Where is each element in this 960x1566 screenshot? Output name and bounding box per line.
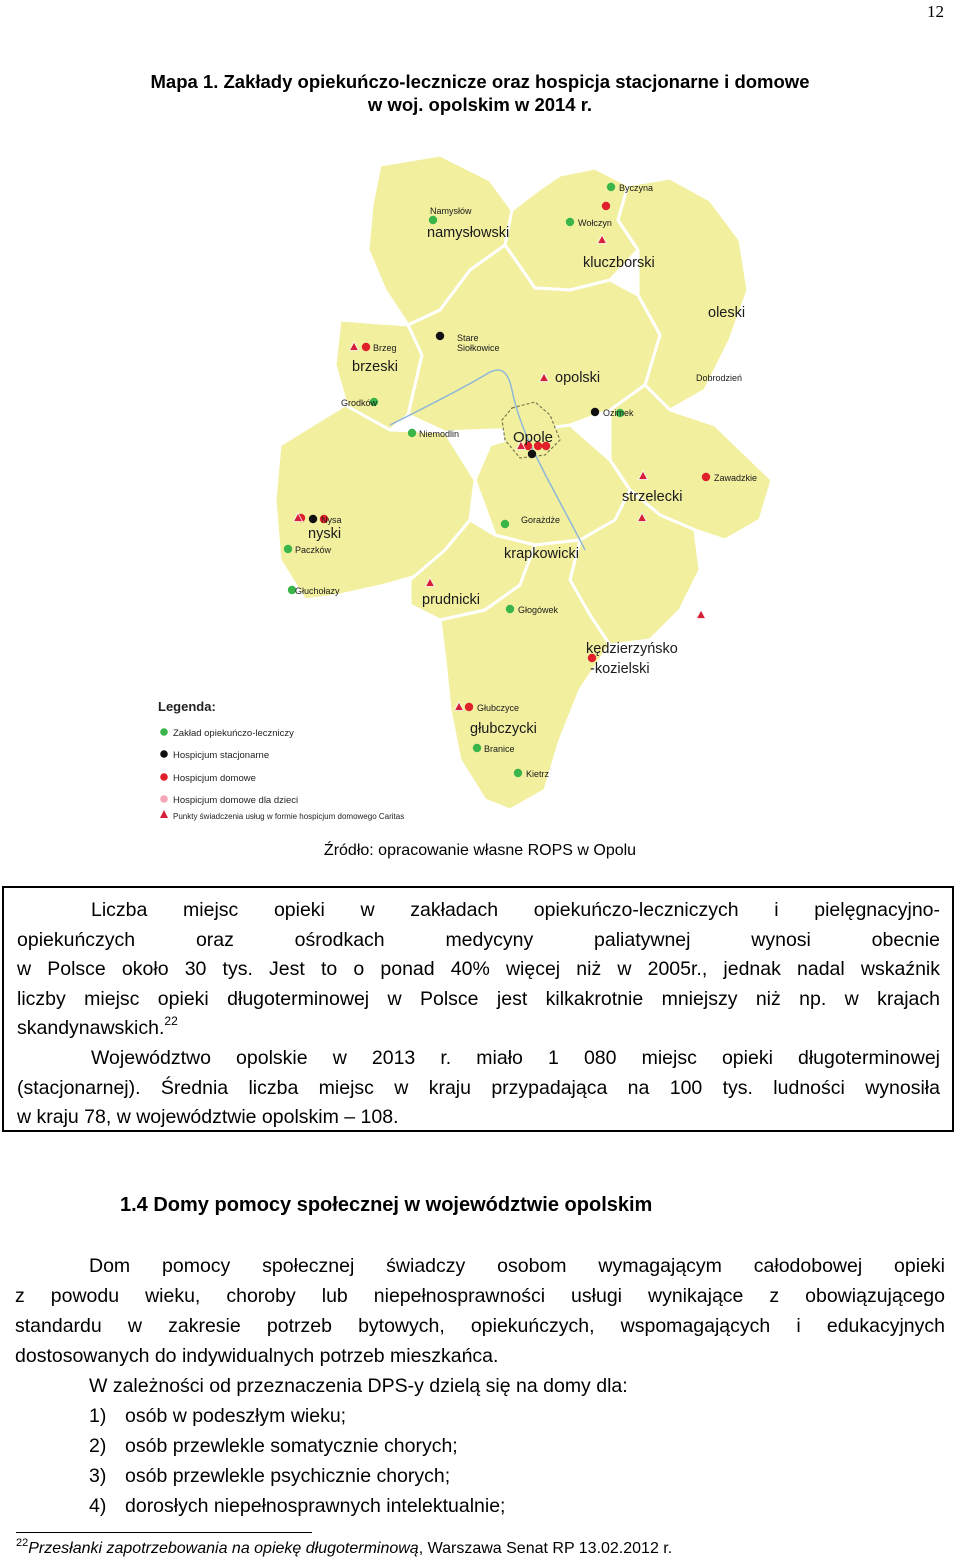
list-item [15, 1401, 945, 1431]
footnote-rest: , Warszawa Senat RP 13.02.2012 r. [418, 1540, 673, 1557]
section-heading: 1.4 Domy pomocy społecznej w województwie opolskim [120, 1194, 653, 1216]
map-title-line2: w woj. opolskim w 2014 r. [367, 94, 593, 115]
facility-dot [408, 429, 416, 437]
map-label: Gorażdże [521, 515, 561, 525]
facility-dot [514, 769, 522, 777]
list-number: 2) [89, 1435, 107, 1457]
map-label: Dobrodzień [696, 373, 743, 383]
map-label: brzeski [352, 359, 398, 375]
facility-dot [362, 343, 370, 351]
map-label: krapkowicki [504, 546, 579, 562]
map-graphic [140, 140, 790, 830]
legend-symbol [160, 810, 168, 818]
facility-dot [566, 218, 574, 226]
list-number: 1) [89, 1405, 107, 1427]
body-line: Dom pomocy społecznej świadczy osobom wymagającym całodobowej opieki [89, 1255, 945, 1277]
map-label: strzelecki [622, 489, 683, 505]
legend-symbol [160, 750, 168, 758]
map-label: Opole [513, 429, 554, 446]
footnote-title: Przesłanki zapotrzebowania na opiekę długoterminową [28, 1540, 419, 1557]
facility-dot [607, 183, 615, 191]
facility-dot [309, 515, 317, 523]
list-item [15, 1461, 945, 1491]
map-label: Nysa [321, 515, 342, 525]
legend [158, 699, 404, 821]
box-line: Liczba miejsc opieki w zakładach opiekuńczo-leczniczych i pielęgnacyjno- [91, 899, 940, 921]
list-text: dorosłych niepełnosprawnych intelektualnie; [125, 1495, 506, 1517]
box-text: skandynawskich. [17, 1017, 165, 1040]
map-label: Siołkowice [457, 343, 500, 353]
legend-symbol [160, 728, 168, 736]
list-text: osób w podeszłym wieku; [125, 1405, 347, 1427]
facility-dot [506, 605, 514, 613]
facility-dot [465, 703, 473, 711]
box-line: opiekuńczych oraz ośrodkach medycyny paliatywnej wynosi obecnie [17, 928, 940, 951]
facility-dot [284, 545, 292, 553]
map-regions [275, 155, 772, 810]
facility-dot [429, 216, 437, 224]
box-line-last: w kraju 78, w województwie opolskim – 108. [17, 1106, 399, 1129]
legend-item-label: Hospicjum stacjonarne [173, 750, 270, 761]
map-label: Grodków [341, 398, 378, 408]
map-label: kędzierzyńsko [586, 641, 678, 657]
facility-dot [436, 332, 444, 340]
body-line: z powodu wieku, choroby lub niepełnosprawności usługi wynikające z obowiązującego [15, 1285, 945, 1307]
section-body [15, 1251, 945, 1521]
county-map [140, 140, 790, 830]
map-label: kluczborski [583, 255, 655, 271]
map-label: Kietrz [526, 769, 550, 779]
map-label: Głubczyce [477, 703, 520, 713]
box-line: Województwo opolskie w 2013 r. miało 1 080 miejsc opieki długoterminowej [91, 1046, 940, 1069]
map-label: Brzeg [373, 343, 397, 353]
list-text: osób przewlekle psychicznie chorych; [125, 1465, 451, 1487]
body-line: W zależności od przeznaczenia DPS-y dzielą się na domy dla: [89, 1375, 628, 1397]
list-item [15, 1431, 945, 1461]
facility-dot [501, 520, 509, 528]
map-label: Ozimek [603, 408, 634, 418]
legend-title: Legenda: [158, 699, 216, 714]
footnote [16, 1537, 673, 1558]
box-line: w Polsce około 30 tys. Jest to o ponad 40% więcej niż w 2005r., jednak nadal wskaźnik [17, 958, 940, 981]
footnote-ref[interactable]: 22 [164, 1014, 178, 1029]
box-line: (stacjonarnej). Średnia liczba miejsc w kraju przypadająca na 100 tys. ludności wynosiła [17, 1076, 940, 1099]
map-label: nyski [308, 526, 342, 542]
map-label: Namysłów [430, 206, 472, 216]
facility-dot [473, 744, 481, 752]
legend-item-label: Hospicjum domowe dla dzieci [173, 795, 299, 806]
map-label: Głuchołazy [295, 586, 340, 596]
facility-dot [702, 473, 710, 481]
map-label: Głogówek [518, 605, 559, 615]
facility-dot [591, 408, 599, 416]
map-label: Branice [484, 744, 515, 754]
map-label: opolski [555, 370, 601, 386]
legend-item-label: Zakład opiekuńczo-leczniczy [173, 728, 294, 739]
caritas-point-triangle [697, 610, 706, 619]
box-line-last [17, 1014, 940, 1044]
map-label: namysłowski [427, 225, 510, 241]
map-title-line1: Mapa 1. Zakłady opiekuńczo-lecznicze oraz hospicja stacjonarne i domowe [150, 71, 810, 92]
legend-symbol [160, 795, 168, 803]
body-line: standardu w zakresie potrzeb bytowych, opiekuńczych, wspomagających i edukacyjnych [15, 1315, 945, 1337]
map-label: Zawadzkie [714, 473, 758, 483]
list-number: 4) [89, 1495, 107, 1517]
list-number: 3) [89, 1465, 107, 1487]
info-box [2, 886, 954, 1132]
map-label: Paczków [295, 545, 332, 555]
legend-item-label: Punkty świadczenia usług w formie hospicjum domowego Caritas [173, 812, 405, 821]
facility-dot [602, 202, 610, 210]
footnote-number: 22 [16, 1537, 29, 1549]
map-label: Stare [457, 333, 479, 343]
legend-symbol [160, 773, 168, 781]
box-line: liczby miejsc opieki długoterminowej w Polsce jest kilkakrotnie mniejszy niż np. w krajach [17, 987, 940, 1010]
footnote-separator [16, 1532, 312, 1533]
map-label: głubczycki [470, 721, 537, 737]
map-label: -kozielski [590, 661, 650, 677]
map-source: Źródło: opracowanie własne ROPS w Opolu [323, 842, 637, 859]
list-text: osób przewlekle somatycznie chorych; [125, 1435, 458, 1457]
map-label: Wołczyn [578, 218, 612, 228]
map-label: oleski [708, 305, 746, 321]
legend-item-label: Hospicjum domowe [173, 773, 256, 784]
page-number: 12 [927, 2, 944, 21]
map-label: Niemodlin [419, 429, 460, 439]
map-label: prudnicki [422, 592, 481, 608]
map-label: Byczyna [619, 183, 654, 193]
facility-dot [528, 450, 536, 458]
body-line-last: dostosowanych do indywidualnych potrzeb mieszkańca. [15, 1345, 499, 1367]
list-item [15, 1491, 945, 1521]
